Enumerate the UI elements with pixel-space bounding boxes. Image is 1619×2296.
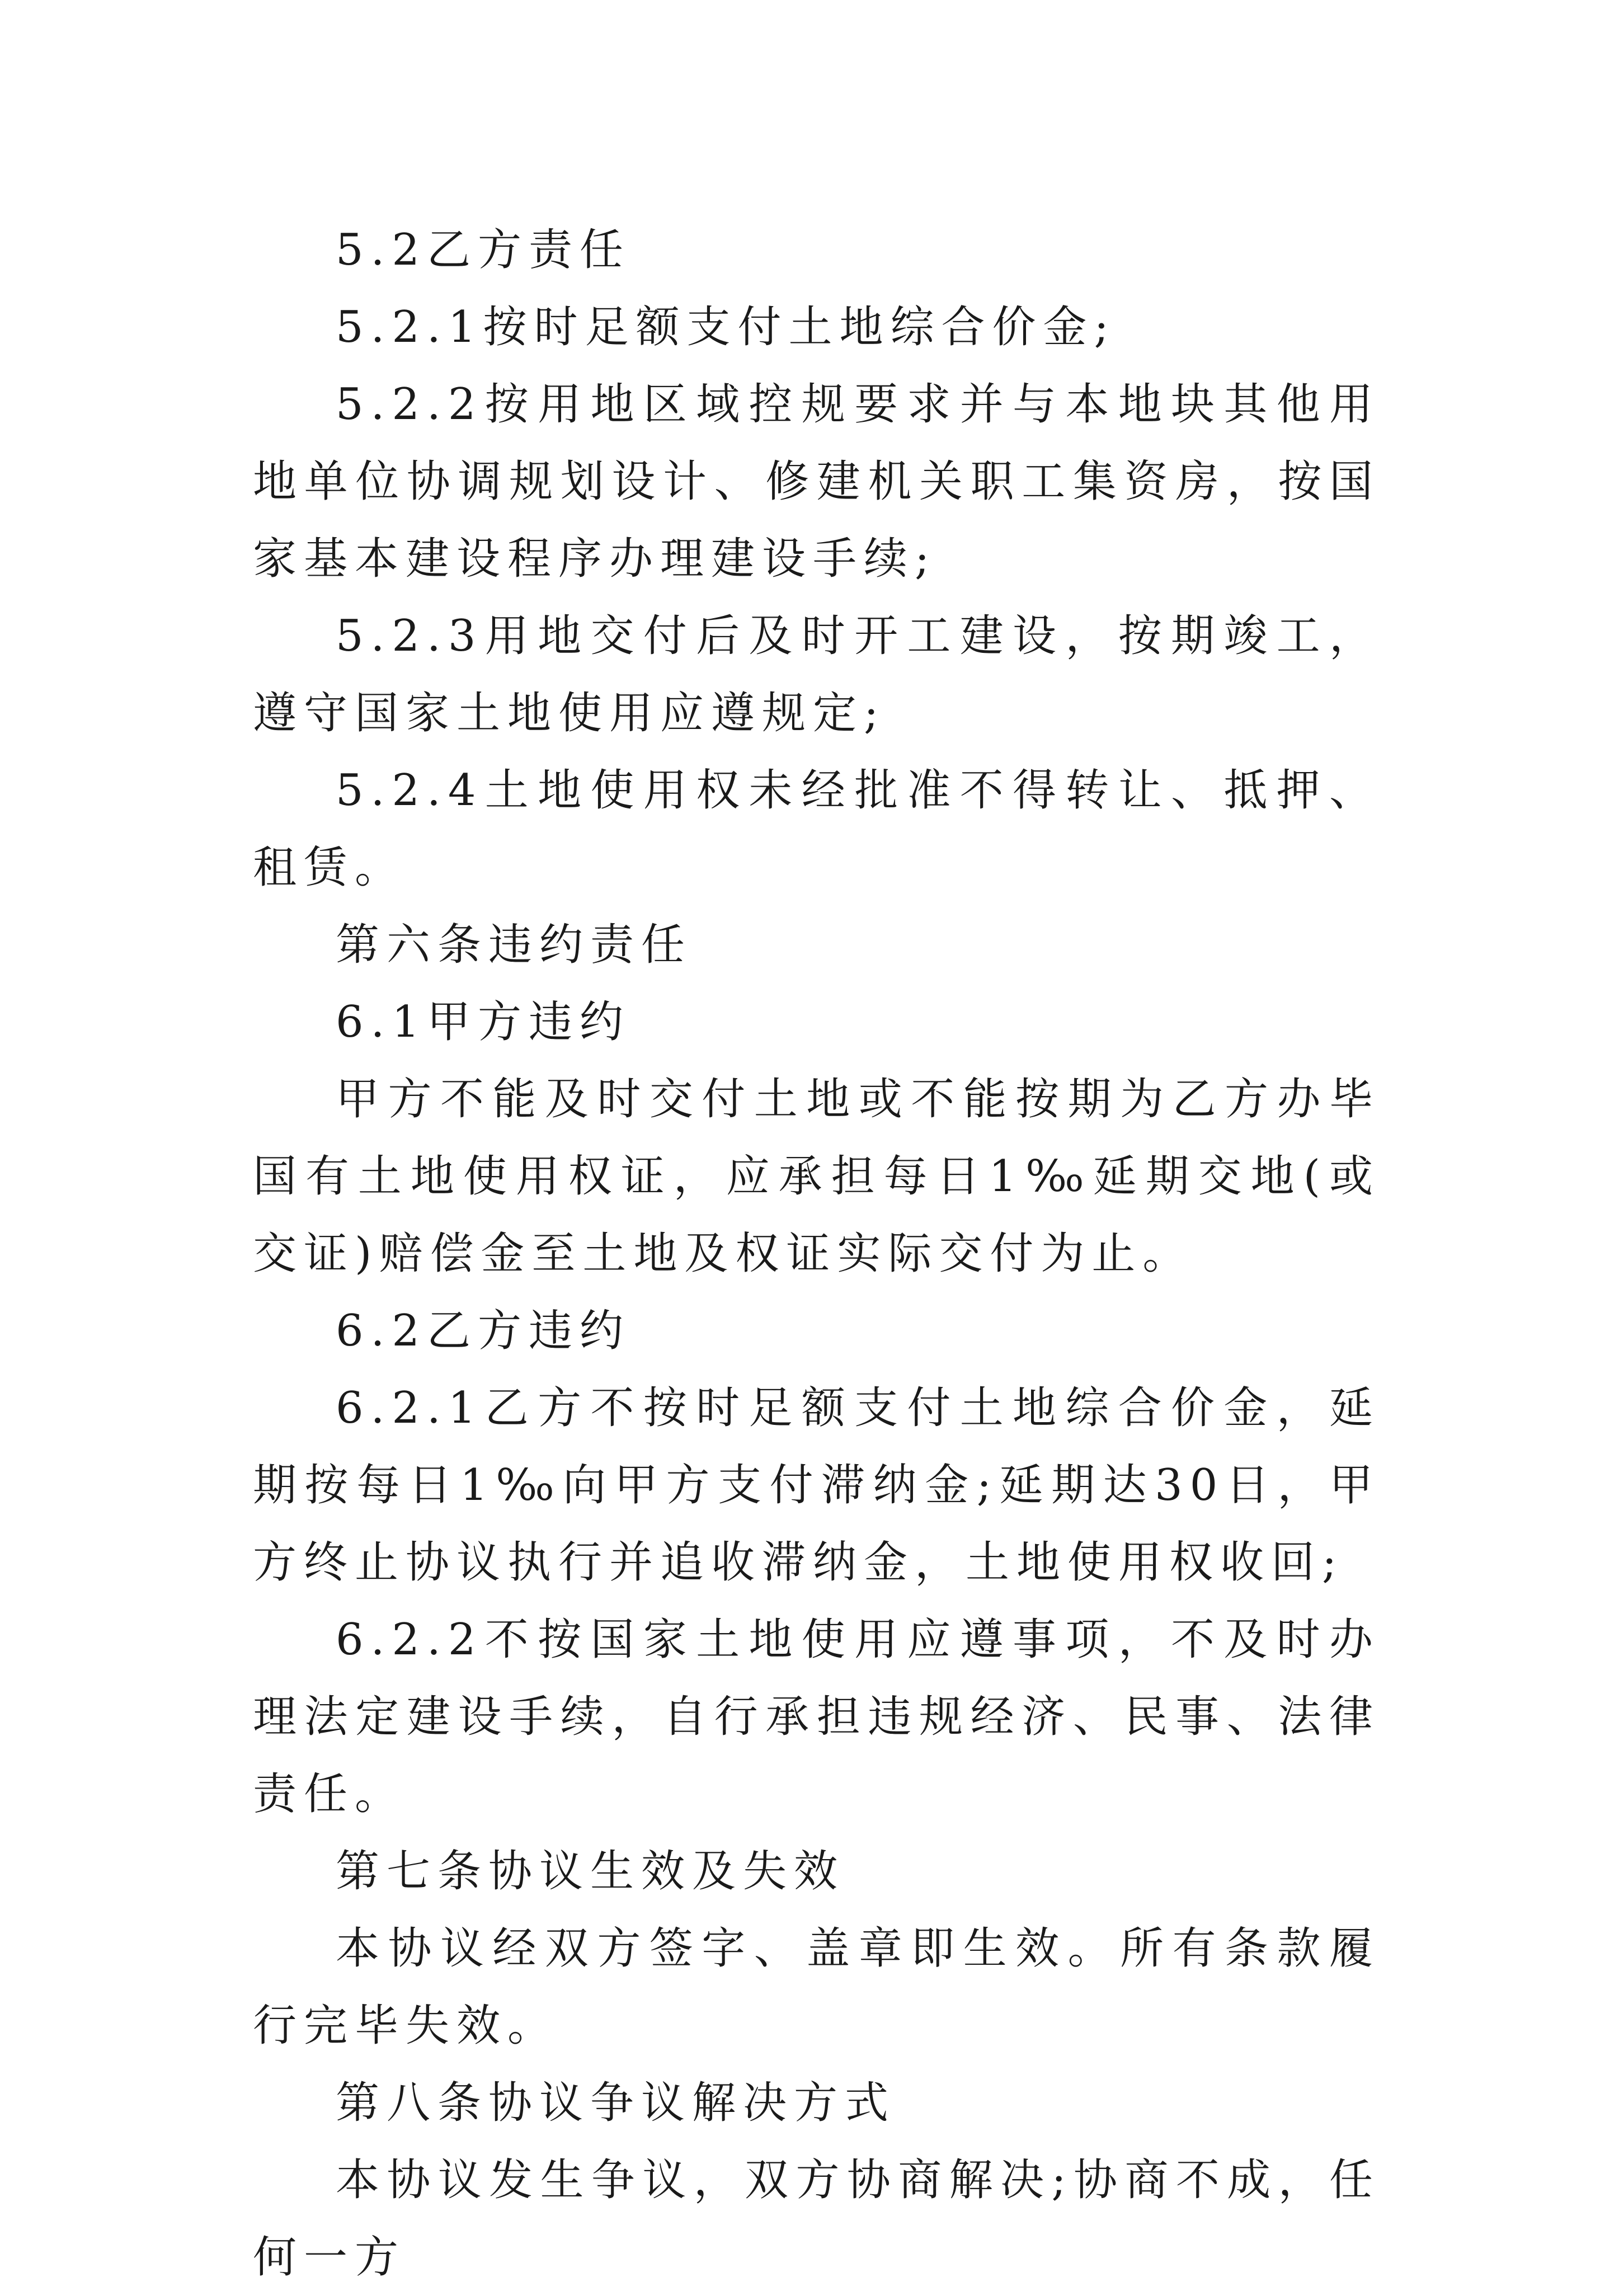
paragraph-6-2-1: 6.2.1乙方不按时足额支付土地综合价金，延期按每日1‰向甲方支付滞纳金;延期达30日，甲方终止协议执行并追收滞纳金，土地使用权收回; xyxy=(253,1383,1380,1588)
document-body xyxy=(253,211,1380,2296)
paragraph-6-1-heading: 6.1甲方违约 xyxy=(336,997,631,1047)
paragraph-6-2-heading: 6.2乙方违约 xyxy=(336,1306,631,1356)
paragraph-6-2-2: 6.2.2不按国家土地使用应遵事项，不及时办理法定建设手续，自行承担违规经济、民事、法律责任。 xyxy=(253,1615,1380,1819)
paragraph-8-body: 本协议发生争议，双方协商解决;协商不成，任何一方 xyxy=(253,2155,1380,2283)
paragraph-5-2-2: 5.2.2按用地区域控规要求并与本地块其他用地单位协调规划设计、修建机关职工集资房，按国家基本建设程序办理建设手续; xyxy=(253,379,1380,584)
paragraph-7-body: 本协议经双方签字、盖章即生效。所有条款履行完毕失效。 xyxy=(253,1923,1380,2051)
paragraph-6-1-body: 甲方不能及时交付土地或不能按期为乙方办毕国有土地使用权证，应承担每日1‰延期交地(或交证)赔偿金至土地及权证实际交付为止。 xyxy=(253,1074,1380,1279)
paragraph-5-2-3: 5.2.3用地交付后及时开工建设，按期竣工，遵守国家土地使用应遵规定; xyxy=(253,611,1380,738)
article-7-heading: 第七条协议生效及失效 xyxy=(336,1846,845,1897)
article-6-heading: 第六条违约责任 xyxy=(336,920,693,970)
paragraph-5-2-1: 5.2.1按时足额支付土地综合价金; xyxy=(336,302,1116,352)
article-8-heading: 第八条协议争议解决方式 xyxy=(336,2078,896,2128)
paragraph-5-2-heading: 5.2乙方责任 xyxy=(336,225,631,275)
paragraph-5-2-4: 5.2.4土地使用权未经批准不得转让、抵押、租赁。 xyxy=(253,765,1380,893)
